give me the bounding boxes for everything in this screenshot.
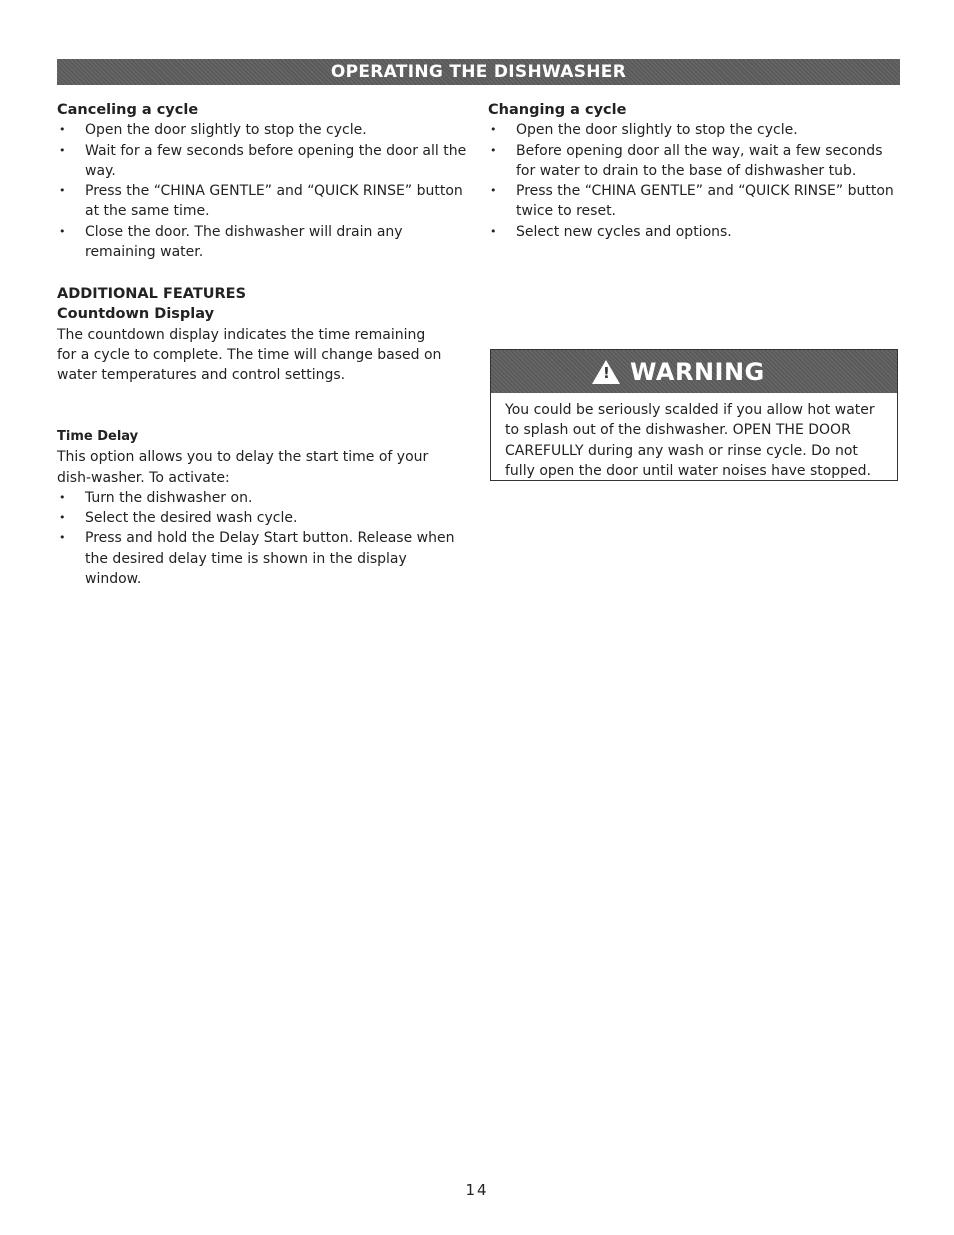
list-item: • Open the door slightly to stop the cycle. [57, 120, 467, 140]
list-item: • Turn the dishwasher on. [57, 488, 467, 508]
canceling-cycle-section [57, 100, 467, 262]
banner-title: OPERATING THE DISHWASHER [330, 62, 627, 82]
list-item: • Press and hold the Delay Start button. Release when the desired delay time is shown in the display window. [57, 528, 467, 589]
list-item: • Select new cycles and options. [488, 222, 898, 242]
countdown-heading: Countdown Display [57, 306, 215, 323]
additional-features-section [57, 284, 467, 385]
list-item: • Press the “CHINA GENTLE” and “QUICK RINSE” button twice to reset. [488, 181, 898, 222]
list-item: • Press the “CHINA GENTLE” and “QUICK RINSE” button at the same time. [57, 181, 467, 222]
warning-triangle-icon [592, 360, 620, 384]
time-delay-list [57, 488, 467, 589]
list-item: • Before opening door all the way, wait a few seconds for water to drain to the base of dishwasher tub. [488, 141, 898, 182]
list-item: • Open the door slightly to stop the cycle. [488, 120, 898, 140]
additional-features-heading: ADDITIONAL FEATURES [57, 286, 247, 302]
time-delay-text: This option allows you to delay the start time of your dish-washer. To activate: [57, 449, 429, 486]
time-delay-heading: Time Delay [57, 429, 139, 444]
section-banner [57, 59, 900, 85]
list-item: • Wait for a few seconds before opening the door all the way. [57, 141, 467, 182]
warning-exclamation: ! [603, 363, 610, 382]
list-item: • Select the desired wash cycle. [57, 508, 467, 528]
page-number: 14 [465, 1181, 489, 1199]
countdown-text: The countdown display indicates the time remaining for a cycle to complete. The time will change based on water temperatures and control settings. [57, 326, 442, 384]
canceling-heading: Canceling a cycle [57, 102, 199, 118]
warning-header [491, 350, 897, 393]
warning-box [490, 349, 898, 481]
changing-list [488, 120, 898, 242]
warning-text: You could be seriously scalded if you allow hot water to splash out of the dishwasher. OPEN THE DOOR CAREFULLY during any wash or rinse cycle. Do not fully open the door until water noises have stopped. [505, 402, 875, 479]
canceling-list [57, 120, 467, 262]
list-item: • Close the door. The dishwasher will drain any remaining water. [57, 222, 467, 263]
changing-cycle-section [488, 100, 898, 242]
changing-heading: Changing a cycle [488, 102, 627, 118]
warning-title: WARNING [630, 357, 765, 386]
time-delay-section [57, 427, 467, 589]
